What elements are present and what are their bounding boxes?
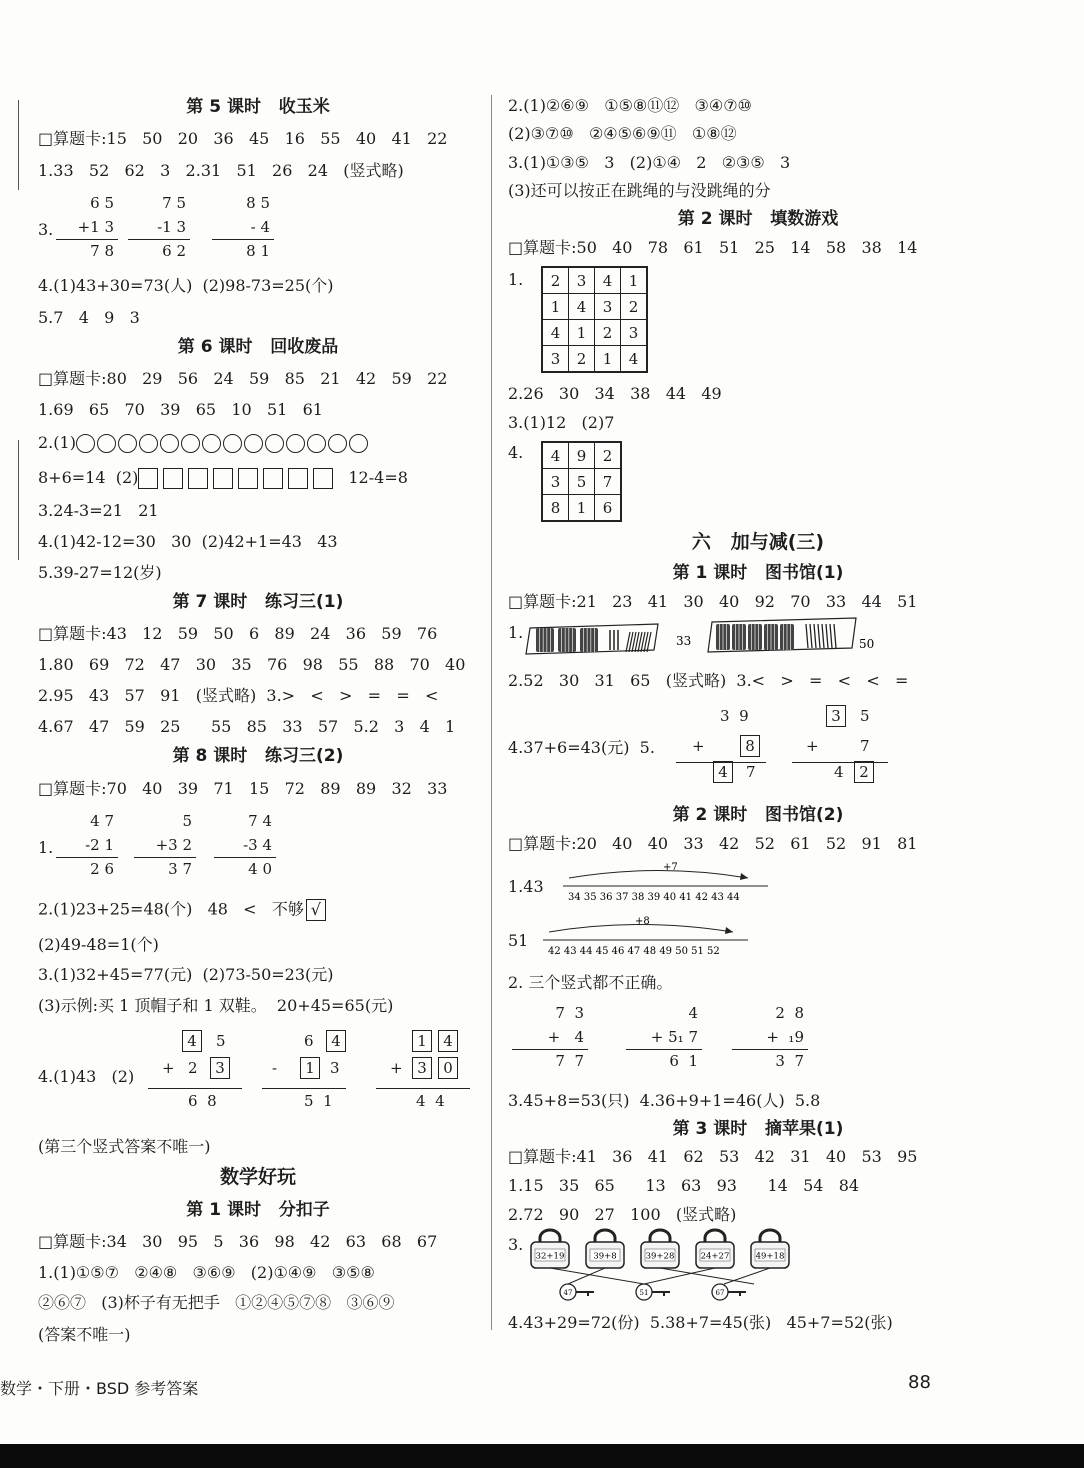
note: (第三个竖式答案不唯一) — [38, 1137, 211, 1156]
calc-digit: 3 7 — [168, 860, 192, 878]
calc-digit: 3 9 — [720, 707, 749, 725]
grid-cell: 3 — [569, 267, 595, 294]
lock-label: 49+18 — [755, 1251, 785, 1262]
square-shape — [288, 468, 308, 489]
calc-rule — [676, 762, 766, 763]
answer-line: 3.45+8=53(只) 4.36+9+1=46(人) 5.8 — [508, 1091, 821, 1110]
calc-digit: 4 — [688, 1004, 698, 1022]
svg-text:42 43 44 45 46 47 48 49 50 51: 42 43 44 45 46 47 48 49 50 51 52 — [548, 946, 720, 957]
single-stick — [830, 624, 832, 648]
answer-line: 1.15 35 65 13 63 93 14 54 84 — [508, 1176, 860, 1195]
calc-rule — [376, 1088, 470, 1089]
calc-digit: 2 6 — [90, 860, 114, 878]
calc-digit: - 4 — [250, 218, 270, 236]
answer-line: □算题卡:50 40 78 61 51 25 14 58 38 14 — [508, 238, 918, 257]
circle-shape — [307, 434, 326, 453]
answer-line: 3.(1)32+45=77(元) (2)73-50=23(元) — [38, 965, 334, 984]
circle-shapes — [76, 433, 370, 452]
square-shape — [238, 468, 258, 489]
stick-bundle — [536, 628, 554, 652]
calc-digit: + — [692, 737, 705, 755]
section-title: 第 7 课时 练习三(1) — [172, 592, 344, 612]
answer-line: 1.69 65 70 39 65 10 51 61 — [38, 400, 323, 419]
binding-mark — [18, 100, 19, 190]
answer-line: 5.7 4 9 3 — [38, 308, 140, 327]
sticks-count: 33 — [676, 634, 692, 648]
calc-digit: 6 — [304, 1032, 314, 1050]
answer-line: □算题卡:70 40 39 71 15 72 89 89 32 33 — [38, 779, 448, 798]
grid-cell: 4 — [595, 267, 621, 294]
answer-line: 2. 三个竖式都不正确。 — [508, 973, 673, 992]
calc-digit: 7 5 — [162, 194, 186, 212]
grid-cell: 7 — [595, 469, 622, 495]
answer-line: 4.(1)43 (2) — [38, 1067, 135, 1086]
calc-digit: 7 8 — [90, 242, 114, 260]
answer-box: 0 — [438, 1057, 458, 1079]
calc-digit: 4 7 — [90, 812, 114, 830]
calc-digit: 5 — [216, 1032, 226, 1050]
answer-box: 3 — [826, 705, 846, 727]
single-stick — [826, 624, 828, 648]
answer-line: □算题卡:21 23 41 30 40 92 70 33 44 51 — [508, 592, 918, 611]
calc-digit: 6 1 — [669, 1052, 698, 1070]
calc-rule — [214, 857, 276, 858]
calc-digit: 4 4 — [416, 1092, 445, 1110]
calc-digit: 7 — [860, 737, 870, 755]
answer-box: 2 — [854, 761, 874, 783]
key-label: 51 — [639, 1289, 649, 1297]
calc-digit: 6 5 — [90, 194, 114, 212]
number-grid-4x4 — [541, 266, 648, 373]
lock-label: 24+27 — [700, 1251, 730, 1262]
circle-shape — [328, 434, 347, 453]
calc-digit: 7 4 — [248, 812, 272, 830]
calc-digit: + — [806, 737, 819, 755]
square-shape — [138, 468, 158, 489]
answer-line: 8+6=14 (2) 12-4=8 — [38, 468, 408, 487]
calc-digit: + ₁9 — [766, 1028, 804, 1046]
question-label: 3. — [38, 220, 54, 239]
counting-sticks-picture — [526, 618, 875, 662]
answer-line: 4.(1)42-12=30 30 (2)42+1=43 43 — [38, 532, 338, 551]
answer-line: 2.95 43 57 91 (竖式略) 3.> < > = = < — [38, 686, 439, 705]
calc-rule — [148, 1088, 242, 1089]
section-title: 第 1 课时 分扣子 — [186, 1200, 330, 1220]
answer-line: (3)示例:买 1 顶帽子和 1 双鞋。 20+45=65(元) — [38, 996, 394, 1015]
answer-line: □算题卡:43 12 59 50 6 89 24 36 59 76 — [38, 624, 438, 643]
calc-digit: + — [390, 1059, 403, 1077]
grid-cell: 2 — [569, 346, 595, 373]
question-label: 1. — [38, 838, 54, 857]
calc-digit: 5 — [182, 812, 192, 830]
section-title: 第 3 课时 摘苹果(1) — [672, 1119, 844, 1139]
section-title: 第 8 课时 练习三(2) — [172, 746, 344, 766]
grid-cell: 1 — [542, 294, 569, 320]
calc-rule — [262, 1088, 346, 1089]
answer-line: (3)还可以按正在跳绳的与没跳绳的分 — [508, 181, 771, 200]
calc-rule — [512, 1049, 588, 1050]
calc-digit: 8 5 — [246, 194, 270, 212]
circle-shape — [118, 434, 137, 453]
calc-digit: 3 7 — [775, 1052, 804, 1070]
match-line — [724, 1268, 770, 1284]
answer-line: 3.(1)①③⑤ 3 (2)①④ 2 ②③⑤ 3 — [508, 153, 791, 172]
svg-text:+7: +7 — [663, 862, 678, 873]
calc-digit: 6 2 — [162, 242, 186, 260]
match-line — [550, 1268, 644, 1284]
answer-line: □算题卡:15 50 20 36 45 16 55 40 41 22 — [38, 129, 448, 148]
page-number: 88 — [908, 1372, 931, 1393]
footer-label: 数学・下册・BSD 参考答案 — [0, 1379, 199, 1398]
svg-text:+8: +8 — [635, 916, 650, 927]
grid-cell: 4 — [542, 320, 569, 346]
circle-shape — [181, 434, 200, 453]
lock-label: 39+8 — [593, 1251, 617, 1262]
single-stick — [818, 624, 820, 648]
answer-line: 3.(1)12 (2)7 — [508, 413, 615, 432]
question-label: 3. — [508, 1235, 524, 1254]
question-label: 4. — [508, 443, 524, 462]
answer-box: 4 — [713, 761, 733, 783]
question-label: 1. — [508, 623, 524, 642]
grid-cell: 4 — [569, 294, 595, 320]
key-label: 67 — [715, 1289, 725, 1297]
answer-line: 4.(1)43+30=73(人) (2)98-73=25(个) — [38, 276, 334, 295]
square-shapes — [138, 468, 338, 487]
answer-line: 4.43+29=72(份) 5.38+7=45(张) 45+7=52(张) — [508, 1313, 893, 1332]
calc-rule — [56, 857, 118, 858]
key-label: 47 — [563, 1289, 573, 1297]
match-line — [660, 1268, 754, 1284]
answer-line: 1.80 69 72 47 30 35 76 98 55 88 70 40 — [38, 655, 466, 674]
grid-cell: 1 — [621, 267, 648, 294]
section-title: 第 2 课时 图书馆(2) — [672, 805, 844, 825]
grid-cell: 6 — [595, 495, 622, 522]
answer-line: 4.67 47 59 25 55 85 33 57 5.2 3 4 1 — [38, 717, 456, 736]
svg-text:34 35 36 37 38 39 40 41 42 43: 34 35 36 37 38 39 40 41 42 43 44 — [568, 892, 740, 903]
calc-rule — [732, 1049, 808, 1050]
grid-cell: 8 — [542, 495, 569, 522]
section-title: 第 2 课时 填数游戏 — [677, 209, 839, 229]
answer-box: 8 — [740, 735, 760, 757]
answer-line: (2)③⑦⑩ ②④⑤⑥⑨⑪ ①⑧⑫ — [508, 124, 737, 143]
calc-rule — [56, 239, 118, 240]
section-title: 第 5 课时 收玉米 — [186, 97, 330, 117]
grid-cell: 3 — [595, 294, 621, 320]
answer-line: □算题卡:34 30 95 5 36 98 42 63 68 67 — [38, 1232, 438, 1251]
lock-label: 32+19 — [535, 1251, 565, 1262]
section-title: 第 6 课时 回收废品 — [177, 337, 339, 357]
calc-digit: 4 — [834, 763, 844, 781]
answer-line: □算题卡:41 36 41 62 53 42 31 40 53 95 — [508, 1147, 918, 1166]
calc-digit: -3 4 — [243, 836, 272, 854]
answer-box: 3 — [210, 1057, 230, 1079]
answer-line: 4.37+6=43(元) 5. — [508, 738, 655, 757]
circle-shape — [286, 434, 305, 453]
grid-cell: 5 — [569, 469, 595, 495]
answer-line: ②⑥⑦ (3)杯子有无把手 ①②④⑤⑦⑧ ③⑥⑨ — [38, 1293, 395, 1312]
answer-line: 1.(1)①⑤⑦ ②④⑧ ③⑥⑨ (2)①④⑨ ③⑤⑧ — [38, 1263, 375, 1282]
binding-mark — [18, 440, 19, 560]
calc-digit: -2 1 — [85, 836, 114, 854]
stick-bundle — [558, 628, 576, 652]
answer-line: 1.33 52 62 3 2.31 51 26 24 (竖式略) — [38, 161, 404, 180]
grid-cell: 3 — [542, 469, 569, 495]
answer-box: 3 — [412, 1057, 432, 1079]
section-title: 数学好玩 — [219, 1166, 296, 1188]
grid-cell: 9 — [569, 442, 595, 469]
sticks-count: 50 — [859, 637, 875, 651]
number-line — [543, 912, 758, 962]
circle-shape — [76, 434, 95, 453]
grid-cell: 1 — [595, 346, 621, 373]
checkbox-mark: √ — [306, 899, 326, 921]
single-stick — [834, 624, 836, 648]
calc-digit: + 5₁ 7 — [650, 1028, 698, 1046]
calc-digit: 5 1 — [304, 1092, 333, 1110]
answer-box: 4 — [438, 1030, 458, 1052]
answer-line: (2)49-48=1(个) — [38, 935, 159, 954]
grid-cell: 2 — [621, 294, 648, 320]
answer-line: 2.(1) — [38, 433, 370, 453]
grid-cell: 3 — [621, 320, 648, 346]
calc-digit: 8 1 — [246, 242, 270, 260]
answer-line: 2.(1)②⑥⑨ ①⑤⑧⑪⑫ ③④⑦⑩ — [508, 96, 752, 115]
answer-line: 2.26 30 34 38 44 49 — [508, 384, 722, 403]
circle-shape — [244, 434, 263, 453]
column-divider — [491, 95, 492, 1330]
grid-cell: 1 — [569, 320, 595, 346]
square-shape — [163, 468, 183, 489]
circle-shape — [223, 434, 242, 453]
calc-digit: +3 2 — [155, 836, 192, 854]
calc-digit: - — [272, 1059, 278, 1077]
calc-digit: 5 — [860, 707, 870, 725]
unit-title: 六 加与减(三) — [691, 531, 825, 553]
circle-shape — [349, 434, 368, 453]
calc-digit: +1 3 — [77, 218, 114, 236]
calc-digit: + — [162, 1059, 175, 1077]
lock-label: 39+28 — [645, 1251, 675, 1262]
answer-line: □算题卡:80 29 56 24 59 85 21 42 59 22 — [38, 369, 448, 388]
answer-box: 4 — [326, 1030, 346, 1052]
calc-digit: 7 7 — [555, 1052, 584, 1070]
grid-cell: 1 — [569, 495, 595, 522]
single-stick — [810, 624, 812, 648]
circle-shape — [265, 434, 284, 453]
calc-digit: + 4 — [547, 1028, 584, 1046]
grid-cell: 2 — [595, 442, 622, 469]
circle-shape — [97, 434, 116, 453]
calc-rule — [128, 239, 190, 240]
calc-digit: 2 — [188, 1059, 198, 1077]
grid-cell: 4 — [621, 346, 648, 373]
grid-cell: 3 — [542, 346, 569, 373]
square-shape — [313, 468, 333, 489]
question-label: 1. — [508, 270, 524, 289]
answer-line: 51 — [508, 931, 529, 950]
scan-edge — [0, 1444, 1084, 1468]
answer-line: 2.72 90 27 100 (竖式略) — [508, 1205, 737, 1224]
magic-square-3x3 — [541, 441, 622, 522]
section-title: 第 1 课时 图书馆(1) — [672, 563, 844, 583]
answer-line: 2.52 30 31 65 (竖式略) 3.< > = < < = — [508, 671, 909, 690]
grid-cell: 2 — [542, 267, 569, 294]
calc-rule — [626, 1049, 702, 1050]
answer-line: 5.39-27=12(岁) — [38, 563, 162, 582]
single-stick — [822, 624, 824, 648]
single-stick — [814, 624, 816, 648]
calc-digit: 7 — [746, 763, 756, 781]
single-stick — [806, 624, 808, 648]
calc-digit: 4 0 — [248, 860, 272, 878]
calc-digit: 6 8 — [188, 1092, 217, 1110]
stick-bundle — [580, 628, 598, 652]
number-line — [563, 858, 778, 908]
calc-digit: -1 3 — [157, 218, 186, 236]
calc-rule — [792, 762, 888, 763]
calc-digit: 3 — [330, 1059, 340, 1077]
square-shape — [188, 468, 208, 489]
calc-digit: 2 8 — [775, 1004, 804, 1022]
square-shape — [213, 468, 233, 489]
grid-cell: 2 — [595, 320, 621, 346]
circle-shape — [202, 434, 221, 453]
answer-line: (答案不唯一) — [38, 1325, 131, 1344]
calc-digit: 7 3 — [555, 1004, 584, 1022]
grid-cell: 4 — [542, 442, 569, 469]
answer-box: 1 — [300, 1057, 320, 1079]
calc-rule — [134, 857, 196, 858]
answer-line: □算题卡:20 40 40 33 42 52 61 52 91 81 — [508, 834, 918, 853]
answer-box: 4 — [182, 1030, 202, 1052]
answer-line: 2.(1)23+25=48(个) 48 < 不够 √ — [38, 899, 326, 921]
locks-and-keys-picture — [524, 1230, 794, 1306]
calc-rule — [212, 239, 274, 240]
answer-box: 1 — [412, 1030, 432, 1052]
answer-line: 3.24-3=21 21 — [38, 501, 159, 520]
answer-line: 1.43 — [508, 877, 544, 896]
circle-shape — [160, 434, 179, 453]
square-shape — [263, 468, 283, 489]
circle-shape — [139, 434, 158, 453]
